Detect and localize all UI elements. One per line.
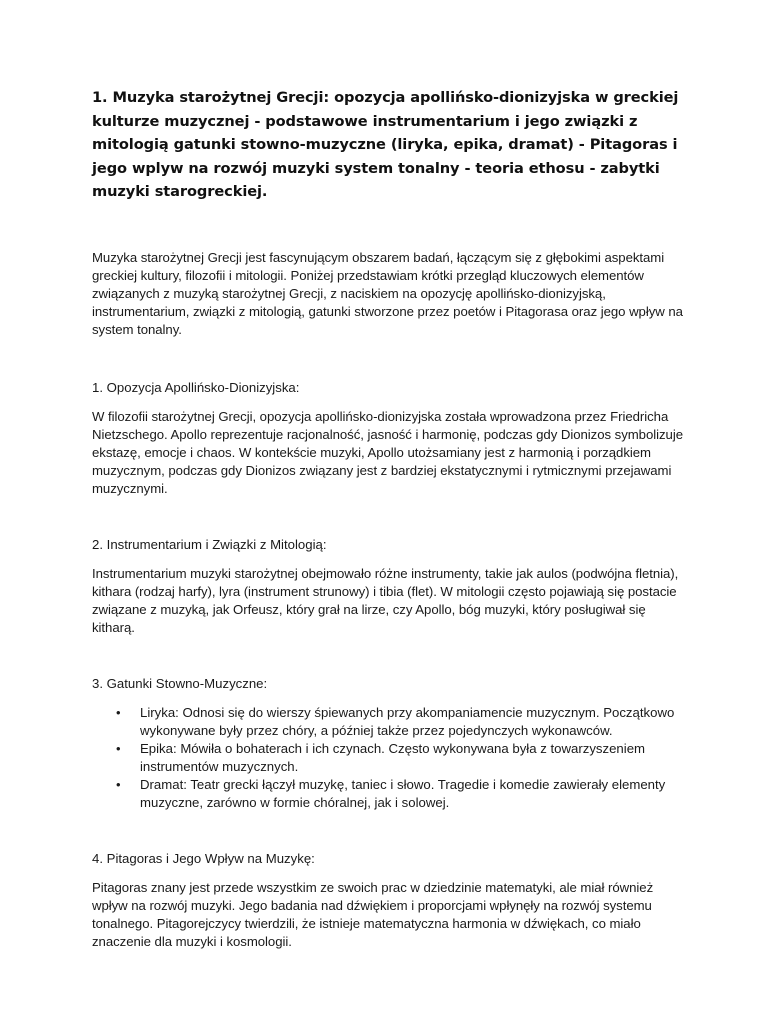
bullet-icon: • [116,740,121,756]
section-heading: 4. Pitagoras i Jego Wpływ na Muzykę: [92,850,315,866]
section-pythagoras [92,850,692,951]
intro-paragraph: Muzyka starożytnej Grecji jest fascynującym obszarem badań, łączącym się z głębokimi aspektami greckiej kultury, filozofii i mitologii. Poniżej przedstawiam krótki przegląd kluczowych elementów związanych z muzyką starożytnej Grecji, z naciskiem na opozycję apollińsko-dionizyjską, instrumentarium, związki z mitologią, gatunki stworzone przez poetów i Pitagorasa oraz jego wpływ na system tonalny. [92,249,683,337]
document-title: 1. Muzyka starożytnej Grecji: opozycja apollińsko-dionizyjska w greckiej kulturze muzycznej - podstawowe instrumentarium i jego związki z mitologią gatunki stowno-muzyczne (liryka, epika, dramat) - Pitagoras i jego wplyw na rozwój muzyki system tonalny - teoria ethosu - zabytki muzyki starogreckiej. [92,89,679,200]
section-heading: 2. Instrumentarium i Związki z Mitologią: [92,536,327,552]
list-item [116,740,692,776]
section-body: Instrumentarium muzyki starożytnej obejmowało różne instrumenty, takie jak aulos (podwójna fletnia), kithara (rodzaj harfy), lyra (instrument strunowy) i tibia (flet). W mitologii często pojawiają się postacie związane z muzyką, jak Orfeusz, który grał na lirze, czy Apollo, bóg muzyki, który posługiwał się kitharą. [92,565,679,635]
bullet-icon: • [116,704,121,720]
list-item [116,776,692,812]
genres-list [92,704,692,812]
document-page [92,86,692,989]
section-instruments [92,536,692,637]
bullet-icon: • [116,776,121,792]
section-opposition [92,379,692,498]
section-heading: 3. Gatunki Stowno-Muzyczne: [92,675,268,691]
section-body: W filozofii starożytnej Grecji, opozycja apollińsko-dionizyjska została wprowadzona przez Friedricha Nietzschego. Apollo reprezentuje racjonalność, jasność i harmonię, podczas gdy Dionizos symbolizuje ekstazę, emocje i chaos. W kontekście muzyki, Apollo utożsamiany jest z harmonią i porządkiem muzycznym, podczas gdy Dionizos związany jest z bardziej ekstatycznymi i rytmicznymi przejawami muzycznymi. [92,408,683,496]
section-body: Pitagoras znany jest przede wszystkim ze swoich prac w dziedzinie matematyki, ale miał również wpływ na rozwój muzyki. Jego badania nad dźwiękiem i proporcjami wpłynęły na rozwój systemu tonalnego. Pitagorejczycy twierdzili, że istnieje matematyczna harmonia w dźwiękach, co miało znaczenie dla muzyki i kosmologii. [92,879,654,949]
section-genres [92,675,692,812]
list-item-text: Liryka: Odnosi się do wierszy śpiewanych przy akompaniamencie muzycznym. Początkowo wykonywane były przez chóry, a później także przez pojedynczych wykonawców. [140,704,675,738]
list-item [116,704,692,740]
list-item-text: Epika: Mówiła o bohaterach i ich czynach. Często wykonywana była z towarzyszeniem instrumentów muzycznych. [140,740,646,774]
list-item-text: Dramat: Teatr grecki łączył muzykę, taniec i słowo. Tragedie i komedie zawierały elementy muzyczne, zarówno w formie chóralnej, jak i solowej. [140,776,666,810]
section-heading: 1. Opozycja Apollińsko-Dionizyjska: [92,379,300,395]
